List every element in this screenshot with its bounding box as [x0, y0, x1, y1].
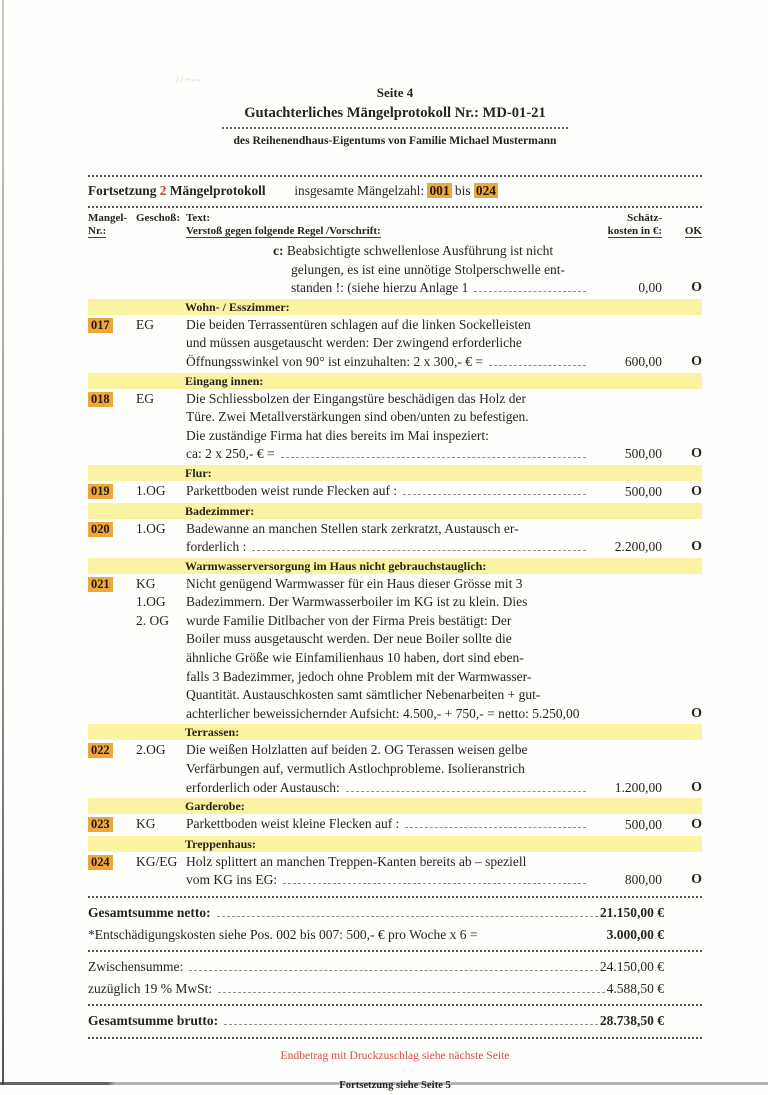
- defect-text-cell: [186, 242, 588, 298]
- ok-cell: [662, 815, 702, 835]
- floor-label: 2.OG: [136, 742, 166, 758]
- total-brutto-row: [88, 1012, 702, 1031]
- fortsetzung-label: Fortsetzung: [88, 183, 157, 199]
- verstoss-label: Verstoß gegen folgende Regel /Vorschrift:: [186, 225, 381, 238]
- section-label: Flur:: [185, 465, 212, 480]
- total-netto-row: [88, 904, 702, 923]
- defect-text-line: ähnliche Größe wie Einfamilienhaus 10 haben, dort sind eben-: [186, 650, 524, 666]
- defect-table-body: [88, 242, 702, 890]
- divider: [88, 206, 702, 208]
- column-header-geschoss: [136, 212, 186, 239]
- defect-text-line: [186, 779, 588, 798]
- dotted-leader: [189, 970, 598, 971]
- defect-text-line: [186, 353, 588, 372]
- total-netto-label: Gesamtsumme netto:: [88, 905, 211, 920]
- mangel-nr-cell: [88, 316, 136, 335]
- section-band: [88, 373, 702, 389]
- ok-cell: [662, 778, 702, 798]
- cost-cell: [588, 353, 662, 372]
- zwischensumme-value: 24.150,00 €: [599, 959, 664, 975]
- dotted-leader: [403, 494, 586, 495]
- entschaedigung-row: [88, 926, 702, 945]
- endbetrag-red-note: Endbetrag mit Druckzuschlag siehe nächste Seite: [280, 1048, 510, 1062]
- geschoss-cell: [136, 482, 186, 501]
- mangel-nr-badge: 018: [88, 392, 113, 407]
- cost-cell: [588, 538, 662, 557]
- mangel-nr-badge: 020: [88, 522, 113, 537]
- entschaedigung-label: *Entschädigungskosten siehe Pos. 002 bis 007: 500,- € pro Woche x 6 =: [88, 926, 478, 942]
- floor-label: 1.OG: [136, 520, 166, 536]
- text-label: Text:: [186, 211, 211, 224]
- divider: [88, 1037, 702, 1039]
- page-footer: [88, 1047, 702, 1095]
- mwst-row: [88, 980, 702, 999]
- mangel-label: Mangel-: [88, 211, 128, 224]
- mangel-nr-cell: [88, 520, 136, 539]
- ok-cell: [662, 352, 702, 372]
- defect-row: [88, 575, 702, 724]
- cost-value: 600,00: [624, 353, 662, 369]
- defect-row: [88, 520, 702, 557]
- ok-mark: O: [691, 446, 702, 462]
- dotted-leader: [281, 457, 586, 458]
- totals-section: [88, 896, 702, 1039]
- zwischensumme-row: [88, 958, 702, 977]
- defect-text-cell: [186, 853, 588, 890]
- defect-text-line: Nicht genügend Warmwasser für ein Haus dieser Grösse mit 3: [186, 575, 523, 591]
- defect-text-line: [186, 482, 588, 501]
- defect-text-cell: [186, 390, 588, 464]
- defect-text-line: [186, 871, 588, 890]
- defect-text-line: [186, 815, 588, 834]
- ok-cell: [662, 537, 702, 557]
- mangel-nr-badge: 022: [88, 743, 113, 758]
- maengel-to-number: 024: [475, 183, 496, 199]
- floor-label: KG: [136, 575, 156, 591]
- section-band: [88, 724, 702, 740]
- section-band: [88, 558, 702, 574]
- section-label: Wohn- / Esszimmer:: [185, 299, 290, 314]
- section-label: Warmwasserversorgung im Haus nicht gebrauchstauglich:: [185, 558, 487, 573]
- section-band: [88, 503, 702, 519]
- ok-mark: O: [691, 353, 702, 369]
- divider: [88, 896, 702, 898]
- dotted-leader: [218, 992, 605, 993]
- cost-cell: [588, 816, 662, 835]
- section-band: [88, 798, 702, 814]
- geschoss-cell: [136, 815, 186, 834]
- document-title: Gutachterliches Mängelprotokoll Nr.: MD-01-21: [244, 104, 546, 121]
- divider: [88, 175, 702, 177]
- continuation-note: Fortsetzung siehe Seite 5: [339, 1079, 451, 1091]
- item-letter: c:: [273, 242, 287, 258]
- cost-cell: [588, 779, 662, 798]
- cost-cell: [588, 483, 662, 502]
- kosten-label: kosten in €:: [607, 225, 662, 238]
- defect-text-line: [273, 279, 588, 298]
- continuation-header-line: [88, 182, 702, 201]
- section-label: Terrassen:: [185, 725, 240, 740]
- floor-label: KG/EG: [136, 853, 178, 869]
- dotted-leader: [224, 1024, 598, 1025]
- bis-label: bis: [454, 183, 471, 199]
- geschoss-cell: [136, 575, 186, 631]
- geschoss-cell: [136, 741, 186, 760]
- geschoss-cell: [136, 316, 186, 335]
- maengel-from-number: 001: [429, 183, 450, 199]
- section-label: Garderobe:: [185, 799, 245, 814]
- mangel-nr-cell: [88, 482, 136, 501]
- dotted-leader: [283, 883, 586, 884]
- total-brutto-value: 28.738,50 €: [599, 1013, 664, 1029]
- defect-text-line: falls 3 Badezimmer, jedoch ohne Problem mit der Warmwasser-: [186, 668, 532, 684]
- document-header: [88, 0, 702, 150]
- defect-text-line: Verfärbungen auf, vermutlich Astlochprobleme. Isolieranstrich: [186, 761, 525, 777]
- mangel-nr-cell: [88, 390, 136, 409]
- geschoss-cell: [136, 390, 186, 409]
- defect-text: erforderlich oder Austausch:: [186, 779, 340, 795]
- dotted-leader: [489, 365, 586, 366]
- defect-text-line: [186, 445, 588, 464]
- floor-label: 2. OG: [136, 612, 169, 628]
- defect-text-line: Türe. Zwei Metallverstärkungen sind oben/unten zu befestigen.: [186, 409, 529, 425]
- column-header-schaetzkosten: [588, 212, 662, 239]
- dotted-leader: [474, 291, 586, 292]
- ok-cell: [662, 444, 702, 464]
- defect-text-line: Die weißen Holzlatten auf beiden 2. OG Terassen weisen gelbe: [186, 742, 528, 758]
- geschoss-cell: [136, 853, 186, 872]
- defect-text-line: und müssen ausgetauscht werden: Der zwingend erforderliche: [186, 335, 522, 351]
- defect-row: [88, 482, 702, 502]
- dotted-leader: [405, 827, 586, 828]
- defect-text-cell: [186, 482, 588, 501]
- defect-text-line: Die Schliessbolzen der Eingangstüre beschädigen das Holz der: [186, 390, 527, 406]
- ok-mark: O: [691, 705, 702, 721]
- defect-text-line: Die zuständige Firma hat dies bereits im Mai inspeziert:: [186, 427, 489, 443]
- defect-text-cell: [186, 316, 588, 372]
- defect-text: Parkettboden weist kleine Flecken auf :: [186, 816, 400, 832]
- floor-label: EG: [136, 390, 154, 406]
- defect-text-cell: [186, 741, 588, 797]
- section-band: [88, 299, 702, 315]
- document-content: [88, 0, 702, 1095]
- dotted-leader: [346, 791, 586, 792]
- ok-label: OK: [684, 225, 702, 238]
- geschoss-cell: [136, 520, 186, 539]
- defect-text: forderlich :: [186, 539, 247, 555]
- defect-text-line: Boiler muss ausgetauscht werden. Der neue Boiler sollte die: [186, 631, 512, 647]
- continuation-row: [88, 242, 702, 298]
- cost-cell: [588, 279, 662, 298]
- title-divider: [222, 127, 568, 129]
- cost-value: 0,00: [638, 280, 662, 296]
- column-header-mangel-nr: [88, 212, 136, 239]
- cost-cell: [588, 445, 662, 464]
- floor-label: KG: [136, 816, 156, 832]
- defect-text-line: [186, 538, 588, 557]
- defect-text: Öffnungsswinkel von 90° ist einzuhalten: 2 x 300,- € =: [186, 353, 483, 369]
- table-header: [88, 212, 702, 239]
- section-label: Badezimmer:: [185, 503, 255, 518]
- protokoll-label: Mängelprotokoll: [169, 183, 266, 199]
- divider: [88, 1004, 702, 1006]
- mangel-nr-badge: 021: [88, 577, 113, 592]
- zwischensumme-label: Zwischensumme:: [88, 959, 184, 975]
- column-header-text: [186, 212, 588, 239]
- mwst-value: 4.588,50 €: [606, 980, 664, 996]
- defect-text: Parkettboden weist runde Flecken auf :: [186, 482, 398, 498]
- defect-text-cell: [186, 815, 588, 834]
- section-band: [88, 836, 702, 852]
- cost-value: 500,00: [624, 817, 662, 833]
- defect-row: [88, 316, 702, 372]
- cost-value: 1.200,00: [614, 779, 662, 795]
- defect-row: [88, 390, 702, 464]
- defect-text-line: [273, 242, 588, 261]
- ok-cell: [662, 870, 702, 890]
- defect-text: ca: 2 x 250,- € =: [186, 446, 275, 462]
- defect-row: [88, 741, 702, 797]
- ok-mark: O: [691, 872, 702, 888]
- cost-value: 800,00: [624, 872, 662, 888]
- defect-text-line: Badewanne an manchen Stellen stark zerkratzt, Austausch er-: [186, 520, 519, 536]
- entschaedigung-value: 3.000,00 €: [606, 926, 664, 942]
- cost-value: 500,00: [624, 483, 662, 499]
- cost-value: 500,00: [624, 446, 662, 462]
- ok-cell: [662, 482, 702, 502]
- mangel-nr-badge: 024: [88, 855, 113, 870]
- dotted-leader: [252, 550, 586, 551]
- defect-row: [88, 815, 702, 835]
- floor-label: EG: [136, 316, 154, 332]
- ok-mark: O: [691, 483, 702, 499]
- defect-text-line: Quantität. Austauschkosten samt sämtlicher Nebenarbeiten + gut-: [186, 687, 541, 703]
- mwst-label: zuzüglich 19 % MwSt:: [88, 980, 213, 996]
- section-band: [88, 465, 702, 481]
- page-number-label: Seite 4: [376, 85, 414, 100]
- mangel-nr-badge: 019: [88, 484, 113, 499]
- maengelzahl-label: insgesamte Mängelzahl:: [294, 183, 425, 199]
- defect-text-line: Badezimmern. Der Warmwasserboiler im KG ist zu klein. Dies: [186, 594, 528, 610]
- defect-text-line: achterlicher beweissichernder Aufsicht: 4.500,- + 750,- = netto: 5.250,00: [186, 705, 580, 721]
- defect-text: vom KG ins EG:: [186, 872, 278, 888]
- divider: [88, 950, 702, 952]
- defect-text: standen !: (siehe hierzu Anlage 1: [291, 280, 469, 296]
- section-label: Eingang innen:: [185, 373, 264, 388]
- defect-row: [88, 853, 702, 890]
- cost-cell: [588, 871, 662, 890]
- defect-text-line: Holz splittert an manchen Treppen-Kanten bereits ab – speziell: [186, 853, 527, 869]
- defect-text-line: wurde Familie Ditlbacher von der Firma Preis bestätigt: Der: [186, 612, 512, 628]
- document-subtitle: des Reihenendhaus-Eigentums von Familie Michael Mustermann: [233, 133, 557, 147]
- scan-edge-left: [2, 0, 4, 1085]
- mangel-nr-badge: 017: [88, 318, 113, 333]
- pencil-smudge-artifact: //~--: [175, 74, 203, 86]
- nr-label: Nr.:: [88, 225, 107, 238]
- fortsetzung-number: 2: [159, 183, 167, 199]
- mangel-nr-cell: [88, 575, 136, 594]
- dotted-leader: [217, 916, 598, 917]
- defect-text: Beabsichtigte schwellenlose Ausführung ist nicht: [286, 242, 554, 258]
- mangel-nr-cell: [88, 741, 136, 760]
- defect-text-cell: [186, 575, 588, 724]
- ok-mark: O: [691, 779, 702, 795]
- ok-mark: O: [691, 539, 702, 555]
- defect-text-line: Die beiden Terrassentüren schlagen auf die linken Sockelleisten: [186, 316, 531, 332]
- defect-text-line: gelungen, es ist eine unnötige Stolperschwelle ent-: [291, 261, 566, 277]
- total-brutto-label: Gesamtsumme brutto:: [88, 1013, 219, 1029]
- floor-label: 1.OG: [136, 594, 166, 610]
- cost-value: 2.200,00: [614, 539, 662, 555]
- mangel-nr-cell: [88, 815, 136, 834]
- defect-text-cell: [186, 520, 588, 557]
- section-label: Treppenhaus:: [185, 836, 256, 851]
- floor-label: 1.OG: [136, 482, 166, 498]
- total-netto-value: 21.150,00 €: [599, 905, 664, 920]
- schaetz-label: Schätz-: [627, 211, 662, 224]
- ok-cell: [662, 278, 702, 298]
- ok-mark: O: [691, 280, 702, 296]
- geschoss-label: Geschoß:: [136, 211, 180, 224]
- mangel-nr-badge: 023: [88, 817, 113, 832]
- mangel-nr-cell: [88, 853, 136, 872]
- ok-mark: O: [691, 817, 702, 833]
- ok-cell: [662, 704, 702, 724]
- column-header-ok: [662, 225, 702, 239]
